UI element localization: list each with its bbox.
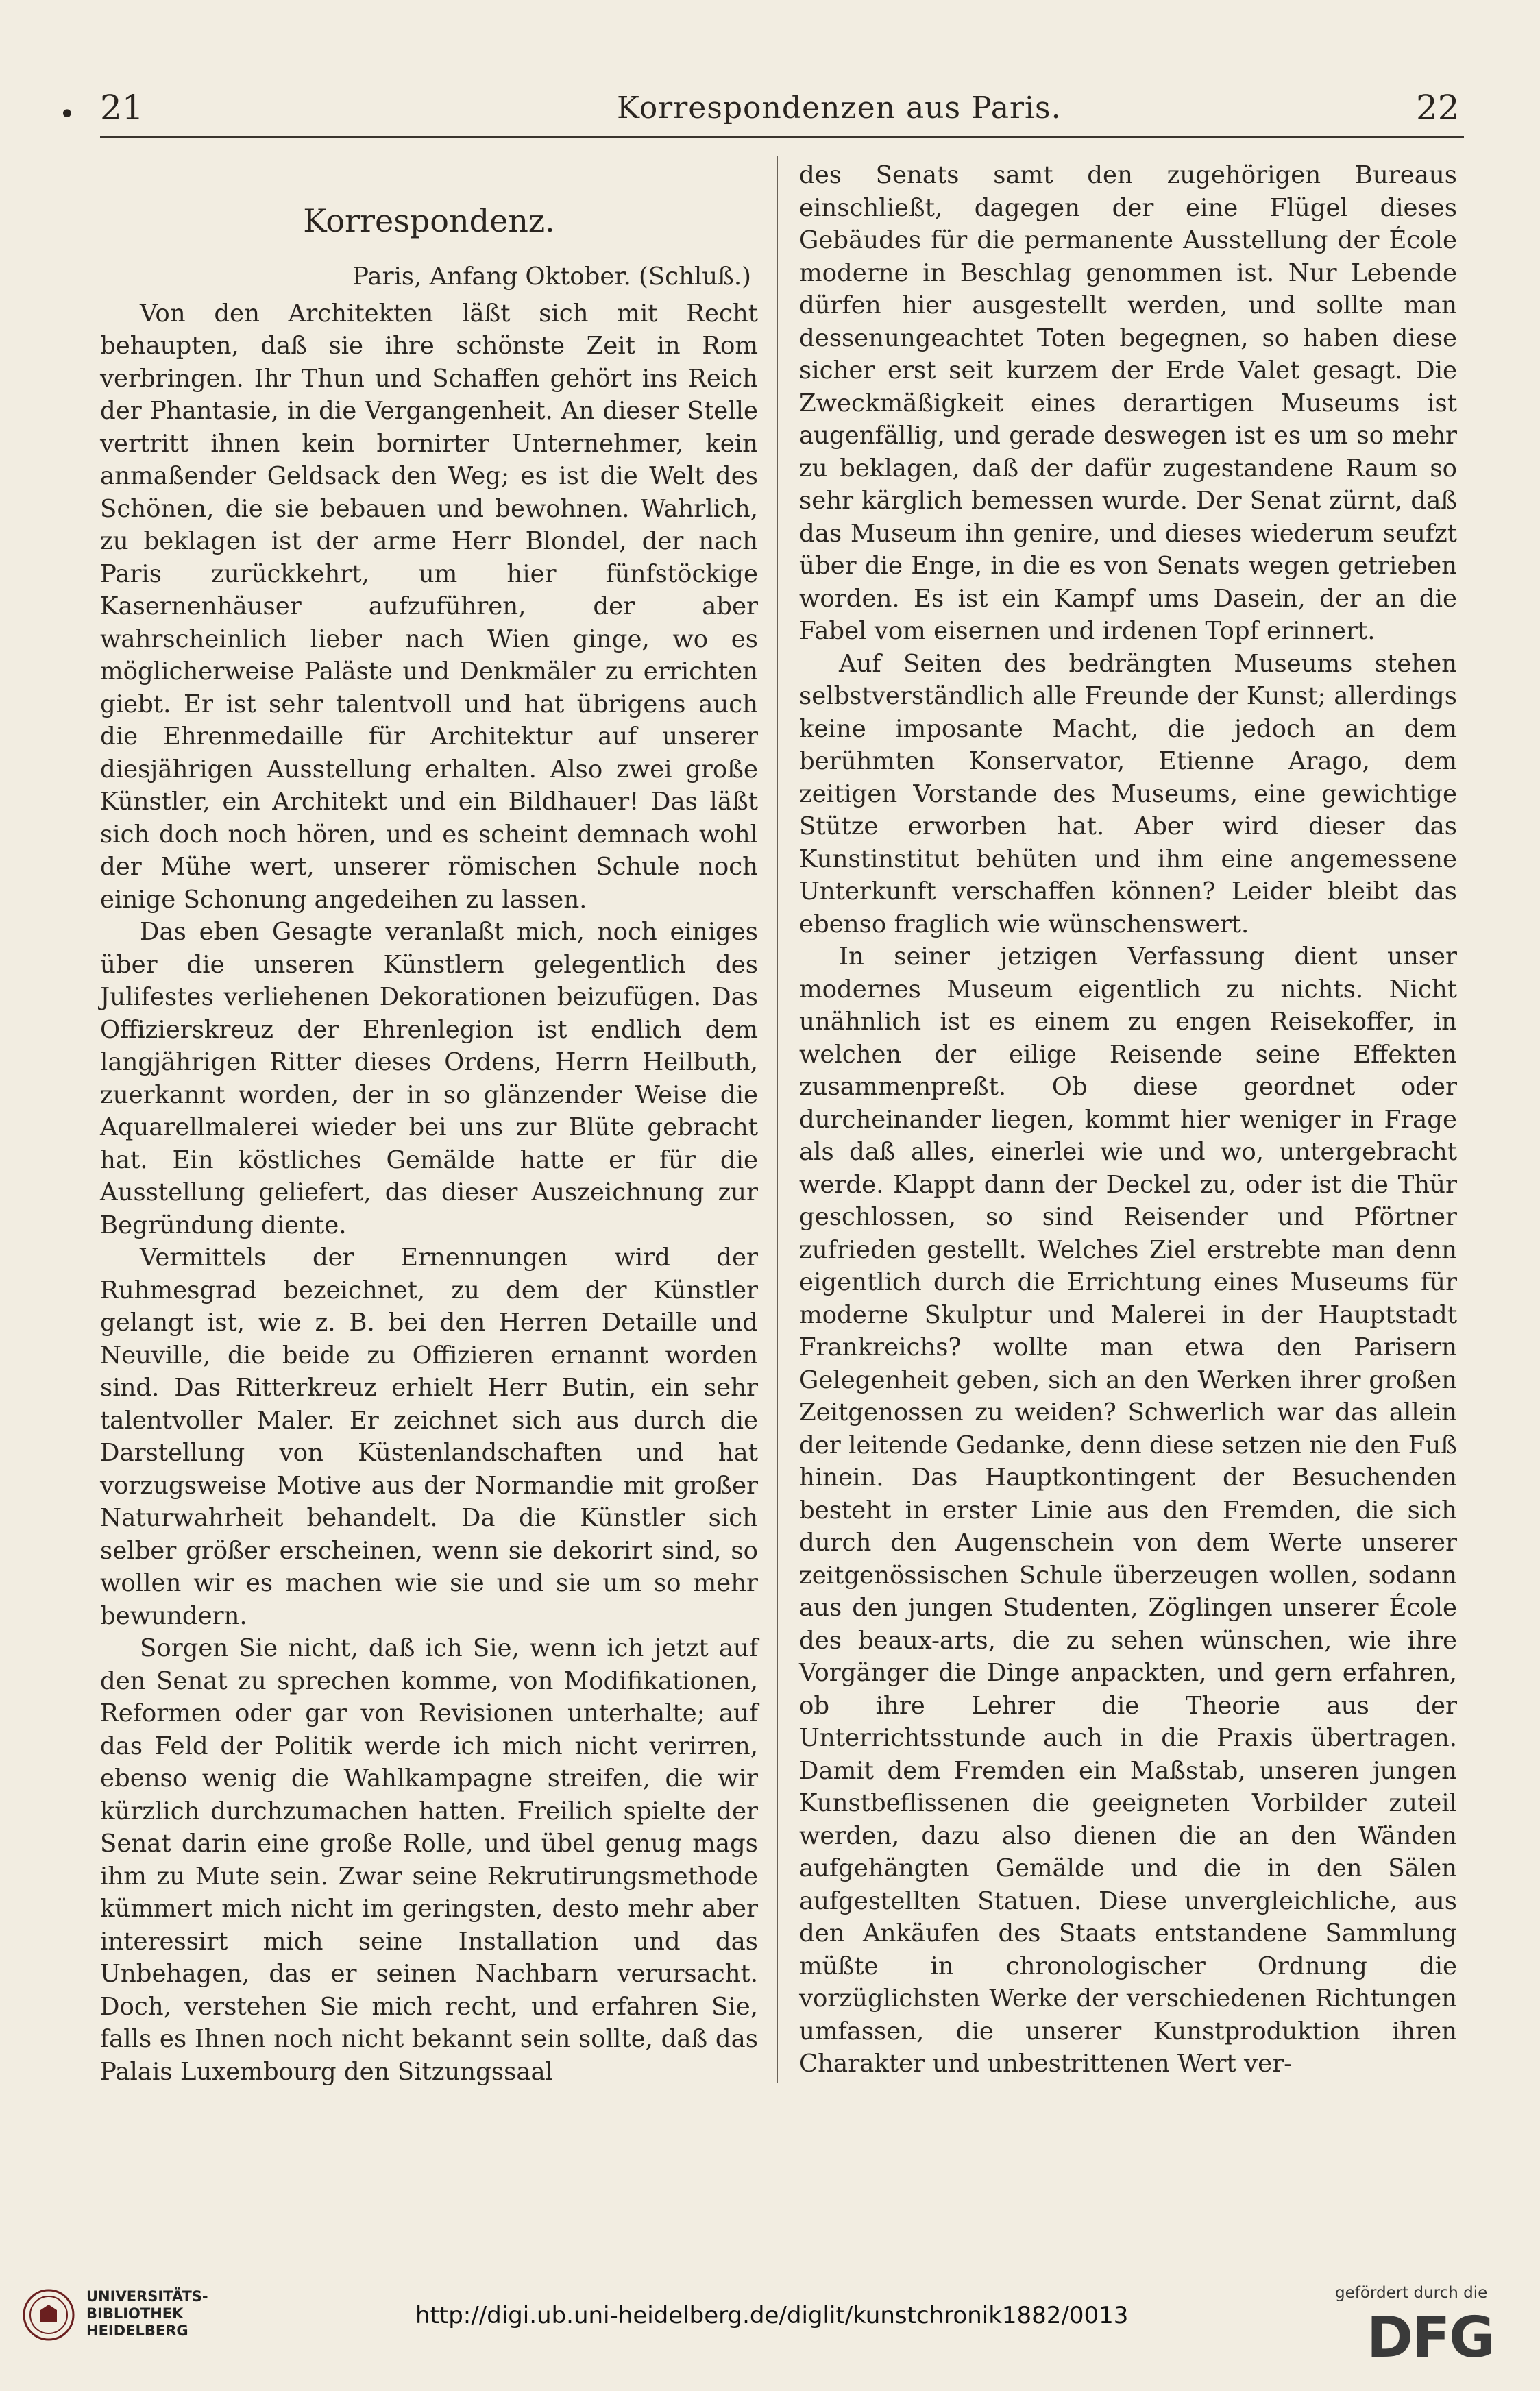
column-divider [777,156,778,2083]
paragraph: Das eben Gesagte veranlaßt mich, noch einiges über die unseren Künstlern gelegentlich des Julifestes verliehenen Dekorationen beizufügen. Das Offizierskreuz der Ehrenlegion ist endlich dem langjährigen Ritter dieses Ordens, Herrn Heilbuth, zuerkannt worden, der in so glänzender Weise die Aquarellmalerei wieder bei uns zur Blüte gebracht hat. Ein köstliches Gemälde hatte er für die Ausstellung geliefert, das dieser Auszeichnung zur Begründung diente. [100,918,758,1239]
running-title: Korrespondenzen aus Paris. [617,90,1062,125]
paragraph: Auf Seiten des bedrängten Museums stehen selbstverständlich alle Freunde der Kunst; allerdings keine imposante Macht, die jedoch an dem berühmten Konservator, Etienne Arago, dem zeitigen Vorstande des Museums, eine gewichtige Stütze erworben hat. Aber wird dieser das Kunstinstitut behüten und ihm eine angemessene Unterkunft verschaffen können? Leider bleibt das ebenso fraglich wie wünschenswert. [799,649,1457,938]
paragraph: Sorgen Sie nicht, daß ich Sie, wenn ich jetzt auf den Senat zu sprechen komme, von Modifikationen, Reformen oder gar von Revisionen unterhalte; auf das Feld der Politik werde ich mich nicht verirren, ebenso wenig die Wahlkampagne streifen, die wir kürzlich durchzumachen hatten. Freilich spielte der Senat darin eine große Rolle, und übel genug mags ihm zu Mute sein. Zwar seine Rekrutirungsmethode kümmert mich nicht im geringsten, desto mehr aber interessirt mich seine Installation und das Unbehagen, das er seinen Nachbarn verursacht. Doch, verstehen Sie mich recht, und erfahren Sie, falls es Ihnen noch nicht bekannt sein sollte, daß das Palais Luxembourg den Sitzungssaal [100,1634,758,2086]
left-column [100,159,758,2088]
university-seal-icon [22,2288,75,2342]
digitization-footer [0,2283,1540,2379]
page-number-left: 21 [100,88,144,128]
paragraph: In seiner jetzigen Verfassung dient unser modernes Museum eigentlich zu nichts. Nicht unähnlich ist es einem zu engen Reisekoffer, in welchen der eilige Reisende seine Effekten zusammenpreßt. Ob diese geordnet oder durcheinander liegen, kommt hier weniger in Frage als daß alles, einerlei wie und wo, untergebracht werde. Klappt dann der Deckel zu, oder ist die Thür geschlossen, so sind Reisender und Pförtner zufrieden gestellt. Welches Ziel erstrebte man denn eigentlich durch die Errichtung eines Museums für moderne Skulptur und Malerei in der Hauptstadt Frankreichs? wollte man etwa den Parisern Gelegenheit geben, sich an den Werken ihrer großen Zeitgenossen zu weiden? Schwerlich war das allein der leitende Gedanke, denn diese setzen nie den Fuß hinein. Das Hauptkontingent der Besuchenden besteht in erster Linie aus den Fremden, die sich durch den Augenschein von dem Werte unserer zeitgenössischen Schule überzeugen wollen, sodann aus den jungen Studenten, Zöglingen unserer École des beaux-arts, die zu sehen wünschen, wie ihre Vorgänger die Dinge anpackten, und gern erfahren, ob ihre Lehrer die Theorie aus der Unterrichtsstunde auch in die Praxis übertragen. Damit dem Fremden ein Maßstab, unseren jungen Kunstbeflissenen die geeigneten Vorbilder zuteil werden, dazu also dienen die an den Wänden aufgehängten Gemälde und die in den Sälen aufgestellten Statuen. Diese unvergleichliche, aus den Ankäufen des Staats entstandene Sammlung müßte in chronologischer Ordnung die vorzüglichsten Werke der verschiedenen Richtungen umfassen, die unserer Kunstproduktion ihren Charakter und unbestrittenen Wert ver- [799,943,1457,2078]
article-dateline: Paris, Anfang Oktober. (Schluß.) [352,263,751,291]
margin-mark: • [59,99,75,130]
funding-label: gefördert durch die [1335,2284,1488,2302]
library-name: UNIVERSITÄTS- BIBLIOTHEK HEIDELBERG [86,2288,208,2339]
dfg-logo: DFG [1367,2305,1494,2370]
paragraph: Vermittels der Ernennungen wird der Ruhmesgrad bezeichnet, zu dem der Künstler gelangt ist, wie z. B. bei den Herren Detaille und Neuville, die beide zu Offizieren ernannt worden sind. Das Ritterkreuz erhielt Herr Butin, ein sehr talentvoller Maler. Er zeichnet sich aus durch die Darstellung von Küstenlandschaften und hat vorzugsweise Motive aus der Normandie mit großer Naturwahrheit behandelt. Da die Künstler sich selber größer erscheinen, wenn sie dekorirt sind, so wollen wir es machen wie sie und sie um so mehr bewundern. [100,1243,758,1630]
article-heading: Korrespondenz. [303,202,555,239]
page-number-right: 22 [1416,88,1460,128]
running-header [0,88,1540,136]
right-column [799,159,1457,2080]
paragraph: Von den Architekten läßt sich mit Recht behaupten, daß sie ihre schönste Zeit in Rom verbringen. Ihr Thun und Schaffen gehört ins Reich der Phantasie, in die Vergangenheit. An dieser Stelle vertritt ihnen kein bornirter Unternehmer, kein anmaßender Geldsack den Weg; es ist die Welt des Schönen, die sie bebauen und bewohnen. Wahrlich, zu beklagen ist der arme Herr Blondel, der nach Paris zurückkehrt, um hier fünfstöckige Kasernenhäuser aufzuführen, der aber wahrscheinlich lieber nach Wien ginge, wo es möglicherweise Paläste und Denkmäler zu errichten giebt. Er ist sehr talentvoll und hat übrigens auch die Ehrenmedaille für Architektur auf unserer diesjährigen Ausstellung erhalten. Also zwei große Künstler, ein Architekt und ein Bildhauer! Das läßt sich doch noch hören, und es scheint demnach wohl der Mühe wert, unserer römischen Schule noch einige Schonung angedeihen zu lassen. [100,299,758,914]
header-rule [100,136,1464,138]
paragraph: des Senats samt den zugehörigen Bureaus einschließt, dagegen der eine Flügel dieses Gebäudes für die permanente Ausstellung der École moderne in Beschlag genommen ist. Nur Lebende dürfen hier ausgestellt werden, und sollte man dessenungeachtet Toten begegnen, so haben diese sicher erst seit kurzem der Erde Valet gesagt. Die Zweckmäßigkeit eines derartigen Museums ist augenfällig, und gerade deswegen ist es um so mehr zu beklagen, daß der dafür zugestandene Raum so sehr kärglich bemessen wurde. Der Senat zürnt, daß das Museum ihn genire, und dieses wiederum seufzt über die Enge, in die es von Senats wegen getrieben worden. Es ist ein Kampf ums Dasein, der an die Fabel vom eisernen und irdenen Topf erinnert. [799,161,1457,645]
source-url-link[interactable]: http://digi.ub.uni-heidelberg.de/diglit/kunstchronik1882/0013 [415,2302,1129,2329]
